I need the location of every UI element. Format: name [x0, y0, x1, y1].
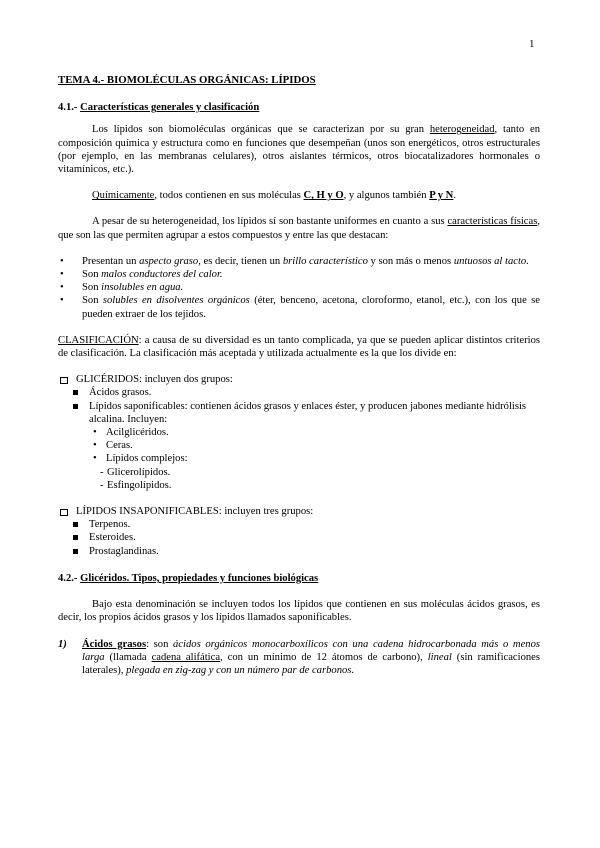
checkbox-square-icon — [60, 377, 68, 384]
list-item: Esteroides. — [58, 531, 540, 544]
list-item: • Son insolubles en agua. — [58, 281, 540, 294]
list-item: • Ceras. — [58, 439, 540, 452]
list-item: Ácidos grasos. — [58, 386, 540, 399]
paragraph-gliceridos-intro: Bajo esta denominación se incluyen todos los lípidos que contienen en sus moléculas ácidos grasos, es decir, los propios ácidos grasos y los lípidos llamados saponificables. — [58, 599, 540, 624]
group-gliceridos — [58, 373, 540, 386]
list-item: • Son solubles en disolventes orgánicos (éter, benceno, acetona, cloroformo, etanol, etc.), con los que se pueden extraer de los tejidos. — [58, 294, 540, 320]
list-item: - Glicerolípidos. — [58, 466, 540, 479]
list-item: • Son malos conductores del calor. — [58, 268, 540, 281]
group-insaponificables — [58, 505, 540, 518]
physical-properties-list — [58, 255, 540, 321]
checkbox-square-icon — [60, 509, 68, 516]
group-label: GLICÉRIDOS: incluyen dos grupos: — [76, 374, 233, 386]
paragraph-chemistry: Químicamente, todos contienen en sus moléculas C, H y O, y algunos también P y N. — [92, 190, 456, 202]
saponificables-list — [58, 426, 540, 466]
paragraph-heterogeneity: Los lípidos son biomoléculas orgánicas que se caracterizan por su gran heterogeneidad, tanto en composición química y estructura como en funciones que desempeñan (unos son energéticos, otros estructurales (por ejemplo, en las membranas celulares), otros aislantes térmicos, otros biocatalizadores hormonales o vitamínicos, etc.). — [58, 124, 540, 176]
gliceridos-list — [58, 386, 540, 426]
list-item: Terpenos. — [58, 518, 540, 531]
page-title: TEMA 4.- BIOMOLÉCULAS ORGÁNICAS: LÍPIDOS — [58, 74, 316, 86]
numbered-item-acidos-grasos: 1) Ácidos grasos: son ácidos orgánicos monocarboxílicos con una cadena hidrocarbonada más o menos larga (llamada cadena alifática, con un mínimo de 12 átomos de carbono), lineal (sin ramificaciones laterales), plegada en zig-zag y con un número par de carbonos. — [58, 638, 540, 676]
section-title: Características generales y clasificación — [80, 102, 260, 114]
section-title: Glicéridos. Tipos, propiedades y funciones biológicas — [80, 572, 319, 584]
section-heading-1 — [58, 101, 540, 114]
list-item: Lípidos saponificables: contienen ácidos grasos y enlaces éster, y producen jabones mediante hidrólisis alcalina. Incluyen: — [58, 400, 540, 426]
paragraph-physical: A pesar de su heterogeneidad, los lípidos sí son bastante uniformes en cuanto a sus características físicas, que son las que permiten agrupar a estos compuestos y entre las que destacan: — [58, 216, 540, 241]
list-item: • Acilglicéridos. — [58, 426, 540, 439]
list-item: Prostaglandinas. — [58, 545, 540, 558]
insaponificables-list — [58, 518, 540, 558]
list-item: • Presentan un aspecto graso, es decir, tienen un brillo característico y son más o menos untuosos al tacto. — [58, 255, 540, 268]
section-number: 4.2.- — [58, 572, 78, 584]
list-item: - Esfingolípidos. — [58, 479, 540, 492]
paragraph-classification: CLASIFICACIÓN: a causa de su diversidad es un tanto complicada, ya que se pueden aplicar distintos criterios de clasificación. La clasificación más aceptada y utilizada actualmente es la que los divide en: — [58, 334, 540, 360]
section-heading-2 — [58, 572, 540, 585]
document-body — [58, 74, 540, 677]
section-number: 4.1.- — [58, 102, 78, 114]
group-label: LÍPIDOS INSAPONIFICABLES: incluyen tres grupos: — [76, 506, 314, 518]
page-number: 1 — [529, 38, 535, 50]
list-item: • Lípidos complejos: — [58, 452, 540, 465]
item-number: 1) — [58, 638, 67, 650]
complejos-list — [58, 466, 540, 492]
